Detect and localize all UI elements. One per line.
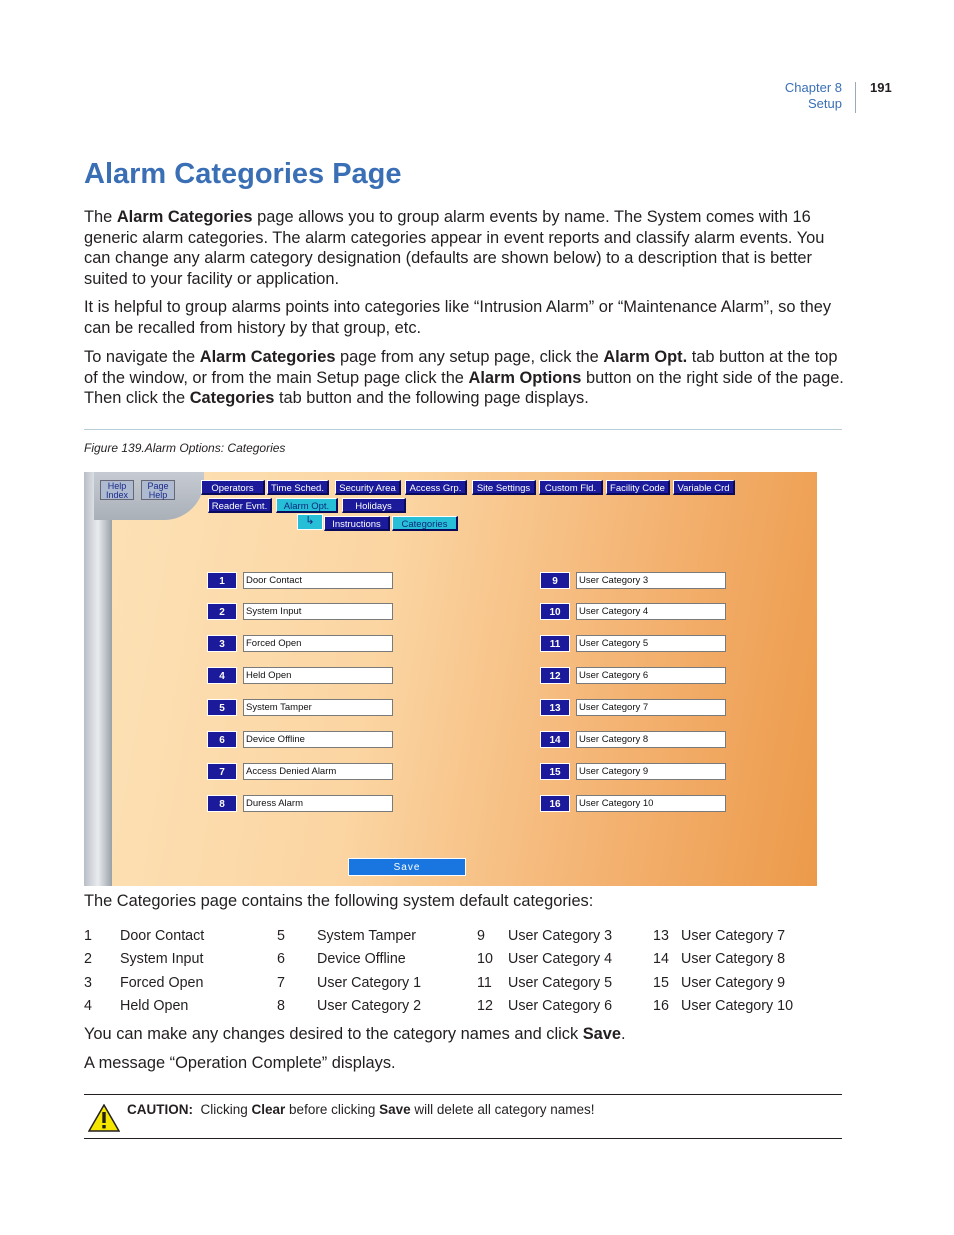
tab-custom-fld[interactable]: Custom Fld. xyxy=(539,480,603,495)
tab-instructions[interactable]: Instructions xyxy=(324,516,390,531)
category-name-field[interactable] xyxy=(576,667,726,684)
caution-bottom-rule xyxy=(84,1138,842,1139)
category-name-field[interactable] xyxy=(243,635,393,652)
category-number: 16 xyxy=(540,795,570,812)
category-name-field[interactable] xyxy=(576,572,726,589)
help-index-button[interactable]: Help Index xyxy=(100,480,134,500)
page-number: 191 xyxy=(870,80,892,95)
tab-security-area[interactable]: Security Area xyxy=(335,480,401,495)
category-name-field[interactable] xyxy=(576,763,726,780)
page-help-button[interactable]: Page Help xyxy=(141,480,175,500)
category-number: 3 xyxy=(207,635,237,652)
chapter-label: Chapter 8 xyxy=(784,80,842,95)
category-number: 4 xyxy=(207,667,237,684)
tab-access-grp[interactable]: Access Grp. xyxy=(405,480,467,495)
caution-warning-icon xyxy=(88,1104,120,1132)
category-name-field[interactable] xyxy=(243,699,393,716)
category-number: 14 xyxy=(540,731,570,748)
category-name-field[interactable] xyxy=(243,731,393,748)
tab-operators[interactable]: Operators xyxy=(201,480,265,495)
category-number: 6 xyxy=(207,731,237,748)
tab-reader-evnt[interactable]: Reader Evnt. xyxy=(208,498,272,513)
intro-paragraph: The Alarm Categories page allows you to group alarm events by name. The System comes with 16 generic alarm categories. The alarm categories appear in event reports and classify alarm events. You can change any alarm category designation (defaults are shown below) to a description that is better suited to your facility or application. xyxy=(84,208,825,288)
save-instruction: You can make any changes desired to the category names and click Save. xyxy=(84,1025,626,1043)
page-title: Alarm Categories Page xyxy=(84,158,402,190)
completion-message: A message “Operation Complete” displays. xyxy=(84,1054,396,1072)
caution-top-rule xyxy=(84,1094,842,1095)
tab-holidays[interactable]: Holidays xyxy=(342,498,406,513)
figure-caption: Figure 139.Alarm Options: Categories xyxy=(84,441,286,455)
navigation-paragraph: To navigate the Alarm Categories page from any setup page, click the Alarm Opt. tab button at the top of the window, or from the main Setup page click the Alarm Options button on the right side of the page. Then click the Categories tab button and the following page displays. xyxy=(84,348,844,407)
defaults-intro: The Categories page contains the following system default categories: xyxy=(84,892,594,910)
category-name-field[interactable] xyxy=(576,731,726,748)
tab-time-sched[interactable]: Time Sched. xyxy=(267,480,329,495)
caution-text: CAUTION: Clicking Clear before clicking Save will delete all category names! xyxy=(127,1102,595,1117)
tab-site-settings[interactable]: Site Settings xyxy=(472,480,536,495)
figure-divider xyxy=(84,429,842,430)
running-header xyxy=(785,80,842,112)
header-divider xyxy=(855,82,856,113)
alarm-categories-screenshot xyxy=(84,472,817,886)
category-name-field[interactable] xyxy=(576,795,726,812)
category-number: 15 xyxy=(540,763,570,780)
save-button[interactable]: Save xyxy=(348,858,466,876)
category-number: 1 xyxy=(207,572,237,589)
section-label: Setup xyxy=(808,96,842,111)
category-name-field[interactable] xyxy=(243,763,393,780)
category-number: 12 xyxy=(540,667,570,684)
grouping-paragraph: It is helpful to group alarms points into categories like “Intrusion Alarm” or “Maintenance Alarm”, so they can be recalled from history by that group, etc. xyxy=(84,298,832,337)
category-number: 10 xyxy=(540,603,570,620)
category-name-field[interactable] xyxy=(576,699,726,716)
category-name-field[interactable] xyxy=(243,795,393,812)
tab-categories[interactable]: Categories xyxy=(392,516,458,531)
tab-alarm-opt[interactable]: Alarm Opt. xyxy=(276,498,338,513)
category-name-field[interactable] xyxy=(243,603,393,620)
tab-variable-crd[interactable]: Variable Crd xyxy=(673,480,735,495)
category-number: 11 xyxy=(540,635,570,652)
category-number: 7 xyxy=(207,763,237,780)
category-number: 2 xyxy=(207,603,237,620)
tab-facility-code[interactable]: Facility Code xyxy=(606,480,670,495)
decorative-sidebar xyxy=(84,472,112,886)
category-name-field[interactable] xyxy=(576,603,726,620)
category-name-field[interactable] xyxy=(243,667,393,684)
category-name-field[interactable] xyxy=(576,635,726,652)
category-name-field[interactable] xyxy=(243,572,393,589)
category-number: 9 xyxy=(540,572,570,589)
sub-tab-arrow-icon: ↳ xyxy=(297,514,323,530)
category-number: 5 xyxy=(207,699,237,716)
category-number: 13 xyxy=(540,699,570,716)
category-number: 8 xyxy=(207,795,237,812)
